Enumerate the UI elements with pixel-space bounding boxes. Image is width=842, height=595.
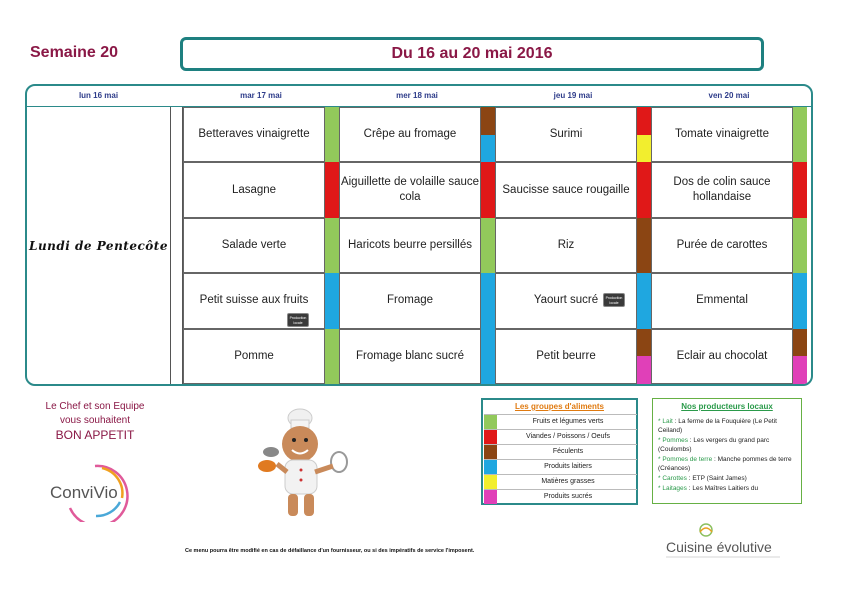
date-range-text: Du 16 au 20 mai 2016 bbox=[391, 45, 553, 62]
dish-name: Dos de colin sauce hollandaise bbox=[673, 176, 771, 204]
date-range-title bbox=[180, 37, 764, 71]
dish-name: Haricots beurre persillés bbox=[348, 238, 472, 251]
legend-swatch bbox=[484, 445, 497, 459]
food-group-marker bbox=[481, 107, 495, 135]
day-header-tue: mar 17 mai bbox=[240, 91, 282, 100]
convivio-wordmark: ConviVio bbox=[50, 483, 118, 502]
producer-entry bbox=[658, 484, 796, 493]
chef-mascot-icon bbox=[255, 402, 375, 530]
dish-name: Betteraves vinaigrette bbox=[198, 128, 310, 141]
food-group-marker bbox=[793, 218, 807, 273]
legend-swatch bbox=[484, 490, 497, 504]
menu-cell bbox=[651, 273, 793, 328]
legend-row bbox=[484, 474, 637, 489]
producer-value: : ETP (Saint James) bbox=[686, 475, 747, 482]
dish-name: Saucisse sauce rougaille bbox=[502, 183, 630, 196]
legend-swatch bbox=[484, 415, 497, 429]
menu-cell bbox=[339, 107, 481, 162]
producer-key: * Lait bbox=[658, 418, 673, 425]
day-header-wed: mer 18 mai bbox=[396, 91, 438, 100]
food-group-marker bbox=[637, 273, 651, 328]
food-group-marker bbox=[637, 107, 651, 135]
producer-value: : Les vergers du grand parc (Coulombs) bbox=[658, 437, 770, 453]
menu-cell bbox=[339, 329, 481, 384]
food-group-marker bbox=[481, 329, 495, 384]
menu-cell bbox=[183, 218, 325, 273]
food-group-marker bbox=[793, 162, 807, 217]
legend-label: Féculents bbox=[552, 448, 584, 455]
producers-title: Nos producteurs locaux bbox=[681, 402, 773, 411]
menu-table bbox=[25, 84, 813, 386]
disclaimer-text: Ce menu pourra être modifié en cas de défaillance d'un fournisseur, ou si des impératifs de service l'imposent. bbox=[185, 548, 475, 554]
food-group-marker bbox=[325, 273, 339, 328]
legend-label: Fruits et légumes verts bbox=[532, 418, 604, 425]
dish-name: Pomme bbox=[234, 349, 274, 362]
menu-cell bbox=[651, 107, 793, 162]
menu-cell bbox=[651, 162, 793, 217]
monday-holiday: Lundi de Pentecôte bbox=[29, 238, 168, 253]
legend-swatch bbox=[484, 475, 497, 489]
menu-cell bbox=[495, 107, 637, 162]
food-group-marker bbox=[637, 162, 651, 217]
legend-label: Produits sucrés bbox=[543, 493, 593, 500]
chef-line-1: Le Chef et son Equipe bbox=[45, 401, 145, 412]
menu-cell bbox=[651, 329, 793, 384]
dish-name: Emmental bbox=[696, 294, 748, 307]
menu-cell bbox=[183, 107, 325, 162]
producer-value: : Manche pommes de terre (Créances) bbox=[658, 456, 792, 472]
legend-swatch bbox=[484, 460, 497, 474]
chef-line-2: vous souhaitent bbox=[59, 415, 131, 426]
dish-name: Lasagne bbox=[231, 183, 277, 196]
menu-cell bbox=[339, 218, 481, 273]
menu-cell bbox=[651, 218, 793, 273]
food-group-marker bbox=[793, 329, 807, 357]
cuisine-evolutive-logo bbox=[664, 522, 784, 562]
dish-name: Petit suisse aux fruits bbox=[199, 294, 309, 307]
producer-key: * Carottes bbox=[658, 475, 687, 482]
producer-entry bbox=[658, 436, 796, 454]
food-group-marker bbox=[637, 356, 651, 384]
week-label: Semaine 20 bbox=[30, 44, 119, 61]
dish-name: Fromage blanc sucré bbox=[355, 349, 465, 362]
legend-label: Produits laitiers bbox=[544, 463, 592, 470]
menu-cell bbox=[339, 273, 481, 328]
food-group-marker bbox=[481, 218, 495, 273]
legend-label: Matières grasses bbox=[541, 478, 595, 485]
local-production-badge: Production locale bbox=[287, 313, 309, 327]
food-group-marker bbox=[325, 218, 339, 273]
dish-name: Purée de carottes bbox=[676, 238, 768, 251]
food-group-marker bbox=[481, 162, 495, 217]
menu-cell bbox=[339, 162, 481, 217]
dish-name: Crêpe au fromage bbox=[363, 128, 457, 141]
food-group-marker bbox=[793, 107, 807, 162]
producer-entry bbox=[658, 474, 796, 483]
food-group-marker bbox=[481, 135, 495, 163]
legend-row bbox=[484, 429, 637, 444]
food-group-marker bbox=[793, 273, 807, 328]
local-production-badge: Production locale bbox=[603, 293, 625, 307]
producer-entry bbox=[658, 455, 796, 473]
day-header-thu: jeu 19 mai bbox=[553, 91, 593, 100]
dish-name: Yaourt sucré bbox=[533, 294, 599, 307]
food-group-marker bbox=[637, 135, 651, 163]
dish-name: Eclair au chocolat bbox=[676, 349, 768, 362]
menu-cell bbox=[495, 329, 637, 384]
legend-row bbox=[484, 444, 637, 459]
cuisine-evolutive-wordmark: Cuisine évolutive bbox=[666, 539, 772, 555]
legend-swatch bbox=[484, 430, 497, 444]
convivio-logo bbox=[40, 458, 160, 522]
food-group-marker bbox=[793, 356, 807, 384]
dish-name: Tomate vinaigrette bbox=[675, 128, 769, 141]
food-group-marker bbox=[637, 329, 651, 357]
dish-name: Petit beurre bbox=[536, 349, 596, 362]
producer-entry bbox=[658, 417, 796, 435]
food-groups-legend bbox=[481, 398, 638, 505]
menu-cell bbox=[183, 162, 325, 217]
producer-key: * Laitages bbox=[658, 485, 687, 492]
producer-value: : La ferme de la Fouquière (Le Petit Ceiland) bbox=[658, 418, 777, 434]
local-producers-box bbox=[652, 398, 802, 504]
producer-key: * Pommes bbox=[658, 437, 688, 444]
dish-name: Fromage bbox=[386, 294, 434, 307]
dish-name: Salade verte bbox=[221, 238, 287, 251]
food-group-marker bbox=[325, 107, 339, 162]
menu-cell bbox=[495, 218, 637, 273]
column-separator bbox=[170, 107, 171, 384]
legend-row bbox=[484, 489, 637, 504]
food-group-marker bbox=[637, 218, 651, 273]
day-header-mon: lun 16 mai bbox=[78, 91, 119, 100]
legend-label: Viandes / Poissons / Oeufs bbox=[526, 433, 610, 440]
producer-value: : Les Maîtres Laitiers du bbox=[686, 485, 759, 492]
food-group-marker bbox=[325, 162, 339, 217]
dish-name: Surimi bbox=[549, 128, 583, 141]
day-header-fri: ven 20 mai bbox=[708, 91, 750, 100]
food-group-marker bbox=[325, 329, 339, 384]
legend-row bbox=[484, 459, 637, 474]
producer-key: * Pommes de terre bbox=[658, 456, 713, 463]
chef-message bbox=[30, 400, 160, 442]
dish-name: Riz bbox=[557, 238, 575, 251]
legend-title: Les groupes d'aliments bbox=[514, 402, 605, 411]
menu-cell bbox=[183, 329, 325, 384]
menu-cell bbox=[495, 162, 637, 217]
food-group-marker bbox=[481, 273, 495, 328]
dish-name: Aiguillette de volaille sauce cola bbox=[340, 176, 480, 204]
legend-row bbox=[484, 414, 637, 429]
chef-line-3: BON APPETIT bbox=[55, 428, 135, 442]
